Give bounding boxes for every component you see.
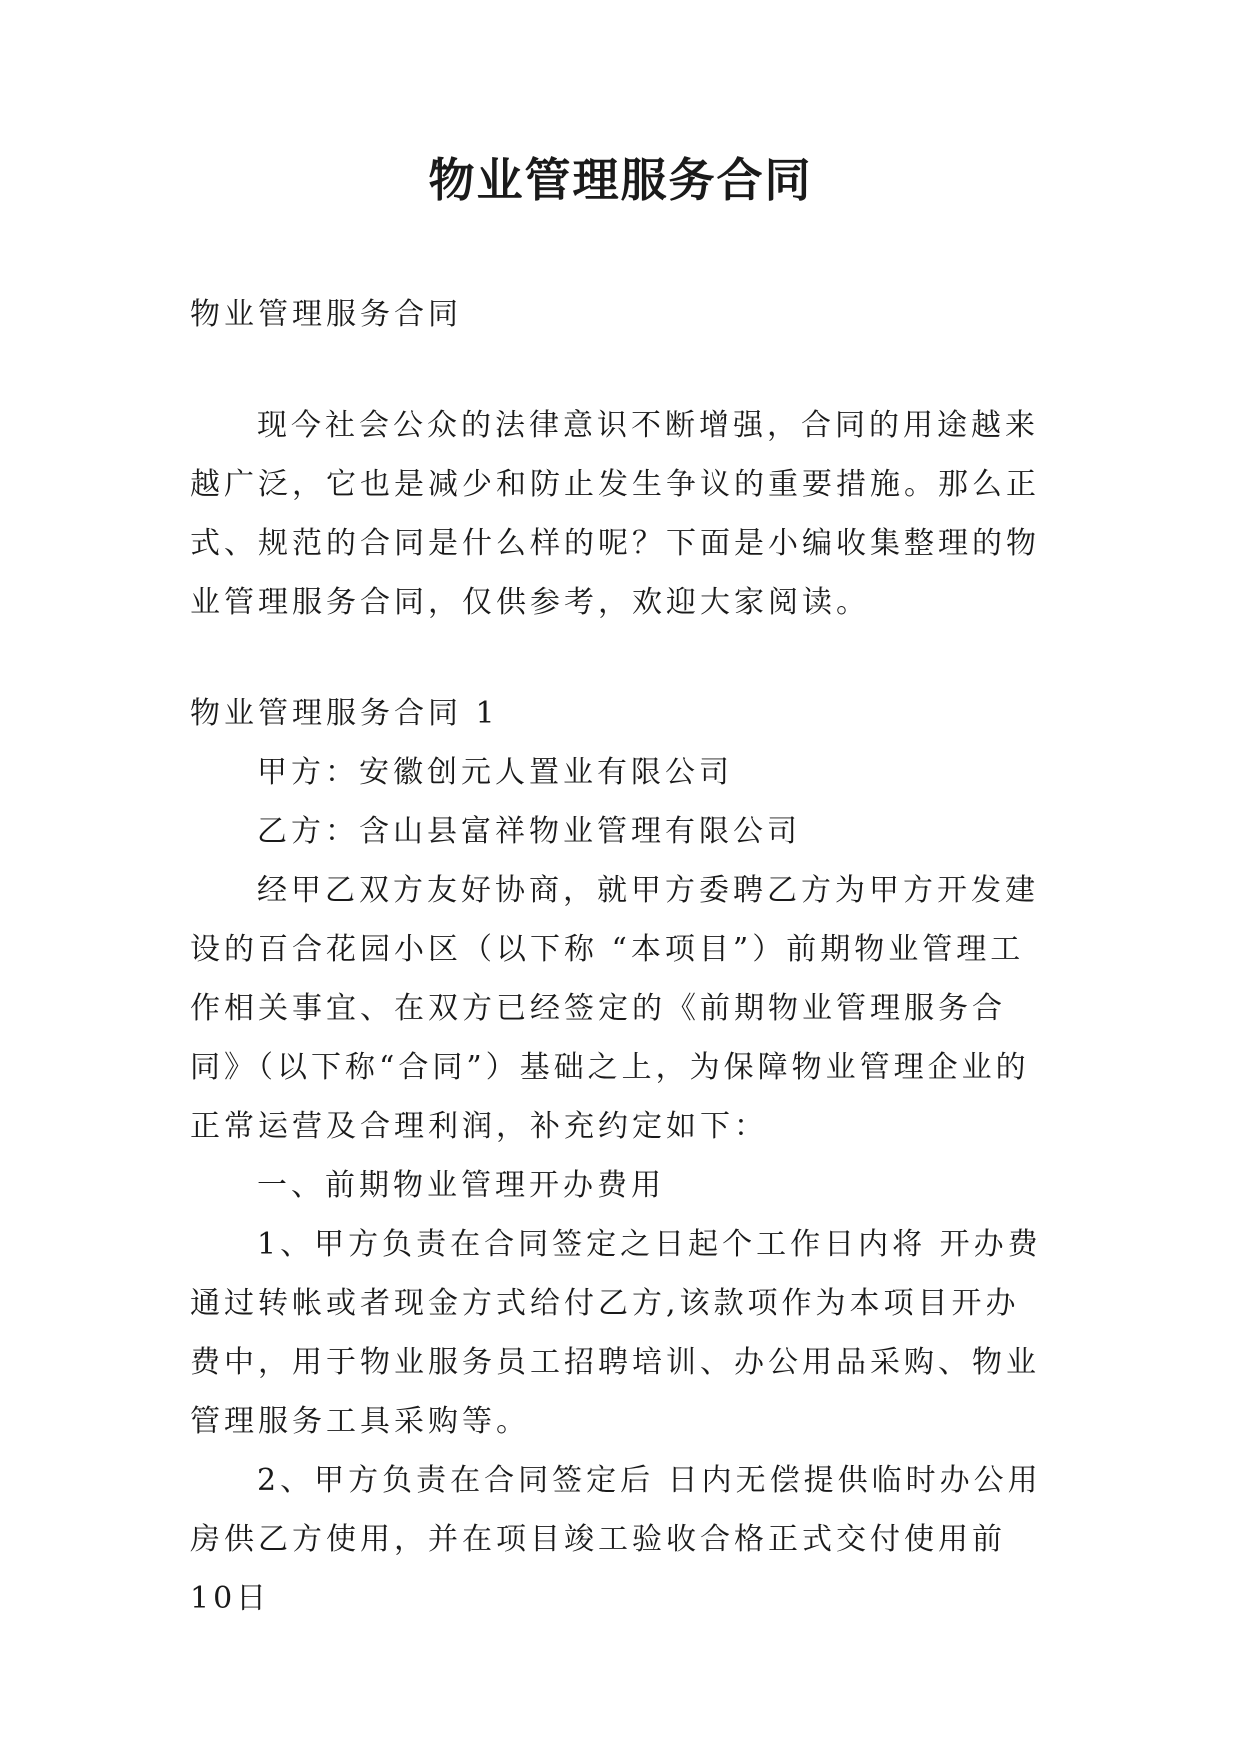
doc-subtitle: 物业管理服务合同 xyxy=(190,297,462,332)
clause-1: 1、甲方负责在合同签定之日起个工作日内将 开办费通过转帐或者现金方式给付乙方,该款项作为本项目开办费中，用于物业服务员工招聘培训、办公用品采购、物业管理服务工具采购等。 xyxy=(190,1227,1042,1439)
intro-paragraph: 现今社会公众的法律意识不断增强，合同的用途越来越广泛，它也是减少和防止发生争议的重要措施。那么正式、规范的合同是什么样的呢？下面是小编收集整理的物业管理服务合同，仅供参考，欢迎大家阅读。 xyxy=(190,408,1040,620)
party-b: 乙方：含山县富祥物业管理有限公司 xyxy=(257,814,801,849)
clause-heading: 一、前期物业管理开办费用 xyxy=(257,1168,665,1203)
preamble-paragraph: 经甲乙双方友好协商，就甲方委聘乙方为甲方开发建设的百合花园小区（以下称 “本项目”）前期物业管理工作相关事宜、在双方已经签定的《前期物业管理服务合同》（以下称“合同”）基础之上，为保障物业管理企业的正常运营及合理利润，补充约定如下： xyxy=(190,873,1039,1144)
page-title: 物业管理服务合同 xyxy=(428,153,813,207)
section-heading: 物业管理服务合同 1 xyxy=(190,696,499,731)
clause-2: 2、甲方负责在合同签定后 日内无偿提供临时办公用房供乙方使用，并在项目竣工验收合格正式交付使用前10日 xyxy=(190,1463,1042,1616)
document-body xyxy=(190,285,1052,1628)
party-a: 甲方：安徽创元人置业有限公司 xyxy=(257,755,733,790)
